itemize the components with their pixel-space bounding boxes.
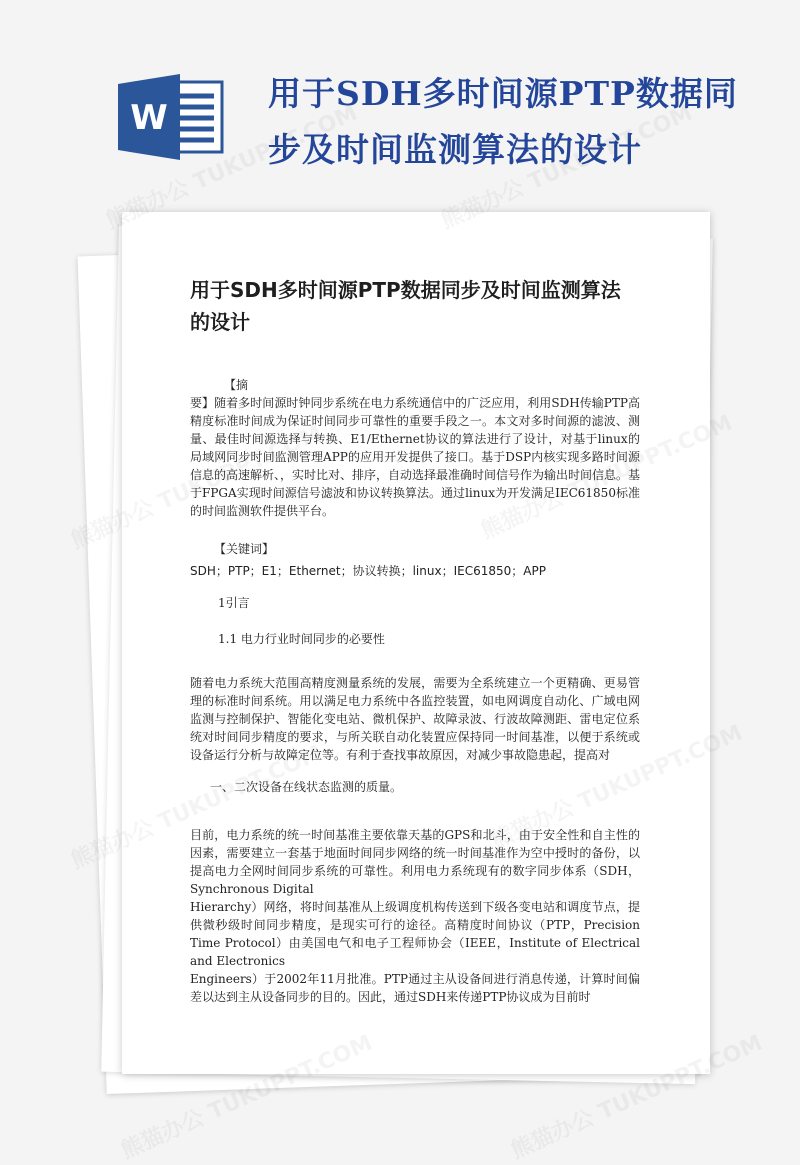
abstract-text: 要】随着多时间源时钟同步系统在电力系统通信中的广泛应用，利用SDH传输PTP高精度标准时间成为保证时间同步可靠性的重要手段之一。本文对多时间源的滤波、测量、最佳时间源选择与转换、E1/Ethernet协议的算法进行了设计，对基于linux的局域网同步时间监测管理APP的应用开发提供了接口。基于DSP内核实现多路时间源信息的高速解析、，实时比对、排序，自动选择最准确时间信号作为输出时间信息。基于FPGA实现时间源信号滤波和协议转换算法。通过linux为开发满足IEC61850标准的时间监测软件提供平台。 <box>190 396 641 518</box>
body-paragraph-continuation: 一、二次设备在线状态监测的质量。 <box>210 780 403 794</box>
abstract-heading: 【摘 <box>224 378 249 392</box>
word-icon <box>118 74 226 160</box>
section-heading-introduction: 1引言 <box>218 596 250 610</box>
keywords-heading: 【关键词】 <box>214 542 275 556</box>
body-paragraph: 随着电力系统大范围高精度测量系统的发展，需要为全系统建立一个更精确、更易管理的标准时间系统。用以满足电力系统中各监控装置，如电网调度自动化、广域电网监测与控制保护、智能化变电站、微机保护、故障录波、行波故障测距、雷电定位系统对时间同步精度的要求，与所关联自动化装置应保持同一时间基准，以便于系统或设备运行分析与故障定位等。有利于查找事故原因，对减少事故隐患起，提高对 <box>190 676 640 762</box>
word-logo-letter: W <box>130 98 168 138</box>
body-paragraph: 目前，电力系统的统一时间基准主要依靠天基的GPS和北斗，由于安全性和自主性的因素，需要建立一套基于地面时间同步网络的统一时间基准作为空中授时的备份，以提高电力全网时间同步系统的可靠性。利用电力系统现有的数字同步体系（SDH，Synchronous Digital <box>190 828 640 896</box>
document-content <box>190 274 640 1006</box>
body-paragraph: Hierarchy）网络，将时间基准从上级调度机构传送到下级各变电站和调度节点，提供微秒级时间同步精度，是现实可行的途径。高精度时间协议（PTP，Precision Time Protocol）由美国电气和电子工程师协会（IEEE，Institute of Electrical and Electronics <box>190 900 640 968</box>
document-title: 用于SDH多时间源PTP数据同步及时间监测算法的设计 <box>190 278 621 334</box>
keywords-text: SDH；PTP；E1；Ethernet；协议转换；linux；IEC61850；APP <box>190 564 546 578</box>
banner-title: 用于SDH多时间源PTP数据同步及时间监测算法的设计 <box>268 74 738 169</box>
subsection-heading: 1.1 电力行业时间同步的必要性 <box>218 632 385 646</box>
body-paragraph: Engineers）于2002年11月批准。PTP通过主从设备间进行消息传递，计算时间偏差以达到主从设备同步的目的。因此，通过SDH来传递PTP协议成为目前时 <box>190 972 640 1004</box>
